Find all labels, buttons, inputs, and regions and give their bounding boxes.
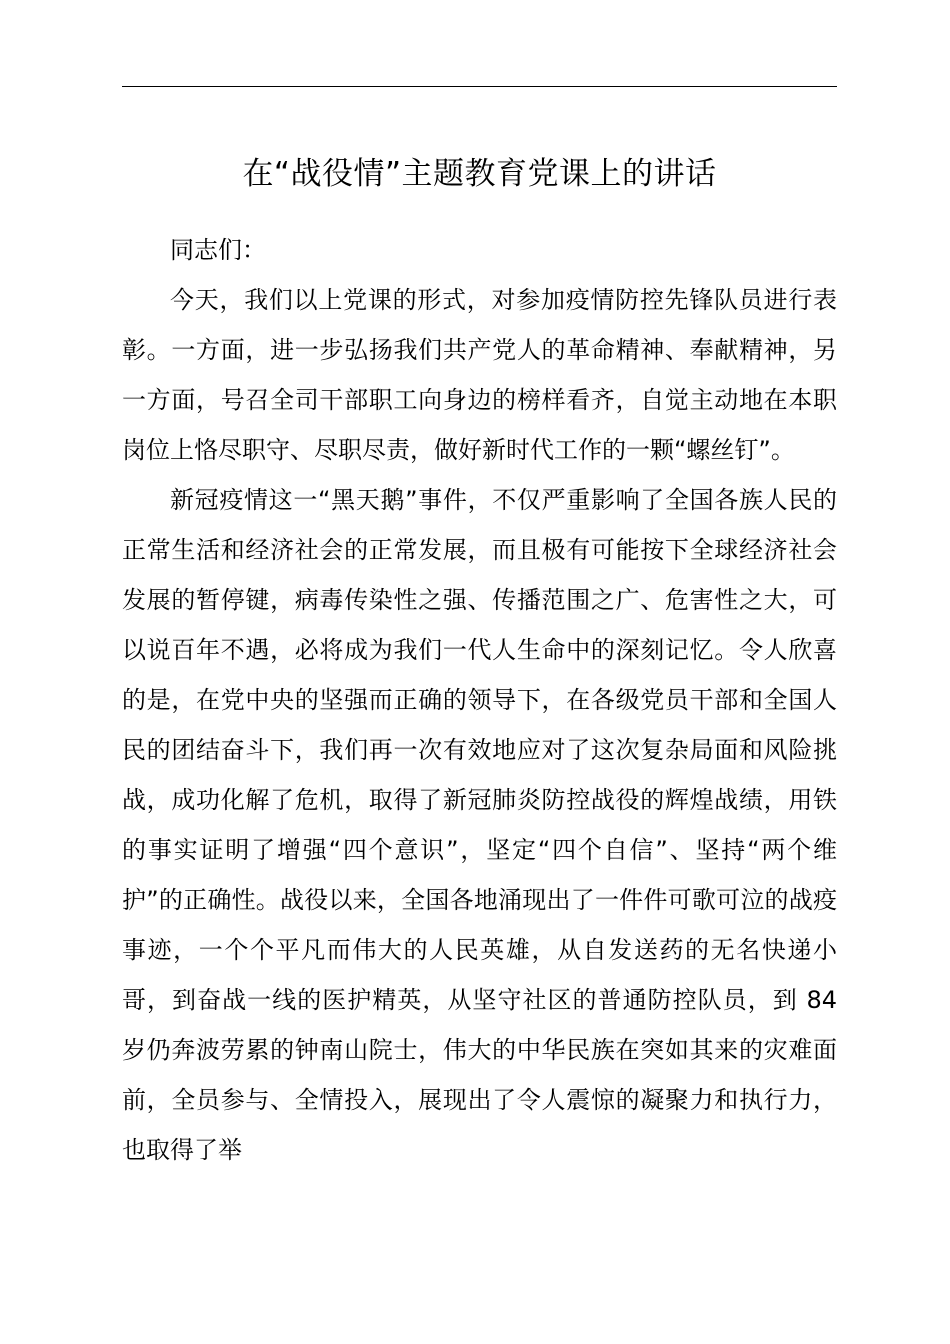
paragraph: 新冠疫情这一“黑天鹅”事件，不仅严重影响了全国各族人民的正常生活和经济社会的正常发展，而且极有可能按下全球经济社会发展的暂停键，病毒传染性之强、传播范围之广、危害性之大，可以说百年不遇，必将成为我们一代人生命中的深刻记忆。令人欣喜的是，在党中央的坚强而正确的领导下，在各级党员干部和全国人民的团结奋斗下，我们再一次有效地应对了这次复杂局面和风险挑战，成功化解了危机，取得了新冠肺炎防控战役的辉煌战绩，用铁的事实证明了增强“四个意识”，坚定“四个自信”、坚持“两个维护”的正确性。战役以来，全国各地涌现出了一件件可歌可泣的战疫事迹，一个个平凡而伟大的人民英雄，从自发送药的无名快递小哥，到奋战一线的医护精英，从坚守社区的普通防控队员，到 84 岁仍奔波劳累的钟南山院士，伟大的中华民族在突如其来的灾难面前，全员参与、全情投入，展现出了令人震惊的凝聚力和执行力，也取得了举	[122, 486, 837, 1164]
salutation: 同志们：	[170, 236, 266, 264]
paragraph: 今天，我们以上党课的形式，对参加疫情防控先锋队员进行表彰。一方面，进一步弘扬我们共产党人的革命精神、奉献精神，另一方面，号召全司干部职工向身边的榜样看齐，自觉主动地在本职岗位上恪尽职守、尽职尽责，做好新时代工作的一颗“螺丝钉”。	[122, 286, 837, 464]
document-title: 在“战役情”主题教育党课上的讲话	[242, 156, 717, 192]
document-body	[122, 225, 837, 1175]
header-rule	[122, 86, 837, 87]
